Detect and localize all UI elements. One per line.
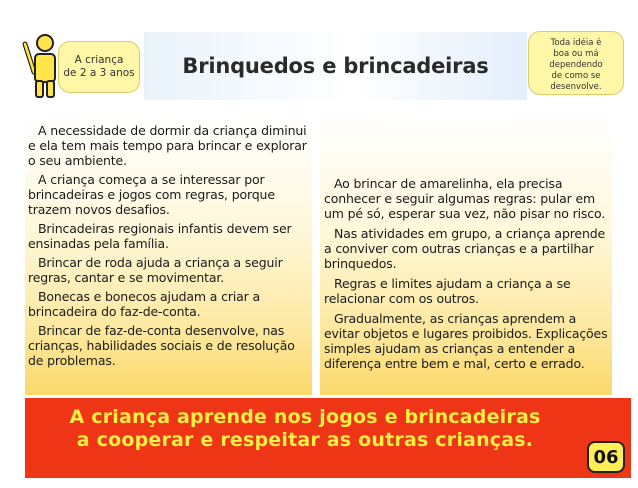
- age-badge: [58, 41, 140, 93]
- left-paragraph-2: A criança começa a se interessar por brincadeiras e jogos com regras, porque trazem novos desafios.: [28, 172, 275, 217]
- right-text-panel: [320, 115, 612, 395]
- right-paragraph-3: Regras e limites ajudam a criança a se relacionar com os outros.: [324, 276, 571, 306]
- page-number: 06: [587, 441, 625, 473]
- tip-line-5: desenvolve.: [550, 82, 602, 92]
- tip-line-3: dependendo: [549, 60, 603, 70]
- left-paragraph-5: Bonecas e bonecos ajudam a criar a brincadeira do faz-de-conta.: [28, 289, 260, 319]
- left-paragraph-1: A necessidade de dormir da criança diminui e ela tem mais tempo para brincar e explorar o seu ambiente.: [28, 123, 307, 168]
- age-badge-line1: A criança: [74, 54, 124, 66]
- left-paragraph-6: Brincar de faz-de-conta desenvolve, nas crianças, habilidades sociais e de resolução de problemas.: [28, 323, 295, 368]
- tip-line-1: Toda idéia é: [550, 38, 602, 48]
- page-title: Brinquedos e brincadeiras: [182, 54, 489, 78]
- left-text-panel: [25, 115, 312, 395]
- tip-line-2: boa ou má: [553, 49, 599, 59]
- left-paragraph-3: Brincadeiras regionais infantis devem ser ensinadas pela família.: [28, 221, 292, 251]
- footer-banner: [25, 398, 631, 478]
- age-badge-line2: de 2 a 3 anos: [63, 67, 135, 79]
- left-paragraph-4: Brincar de roda ajuda a criança a seguir regras, cantar e se movimentar.: [28, 255, 283, 285]
- tip-badge: [528, 31, 624, 95]
- footer-line-1: A criança aprende nos jogos e brincadeiras: [69, 406, 541, 428]
- title-bar: [144, 32, 527, 100]
- right-paragraph-1: Ao brincar de amarelinha, ela precisa conhecer e seguir algumas regras: pular em um pé só, esperar sua vez, não pisar no risco.: [324, 176, 606, 221]
- tip-line-4: de como se: [551, 71, 601, 81]
- right-paragraph-4: Gradualmente, as crianças aprendem a evitar objetos e lugares proibidos. Explicações simples ajudam as crianças a entender a diferença entre bem e mal, certo e errado.: [324, 311, 608, 371]
- right-paragraph-2: Nas atividades em grupo, a criança aprende a conviver com outras crianças e a partilhar brinquedos.: [324, 226, 606, 271]
- footer-line-2: a cooperar e respeitar as outras crianças.: [76, 429, 534, 451]
